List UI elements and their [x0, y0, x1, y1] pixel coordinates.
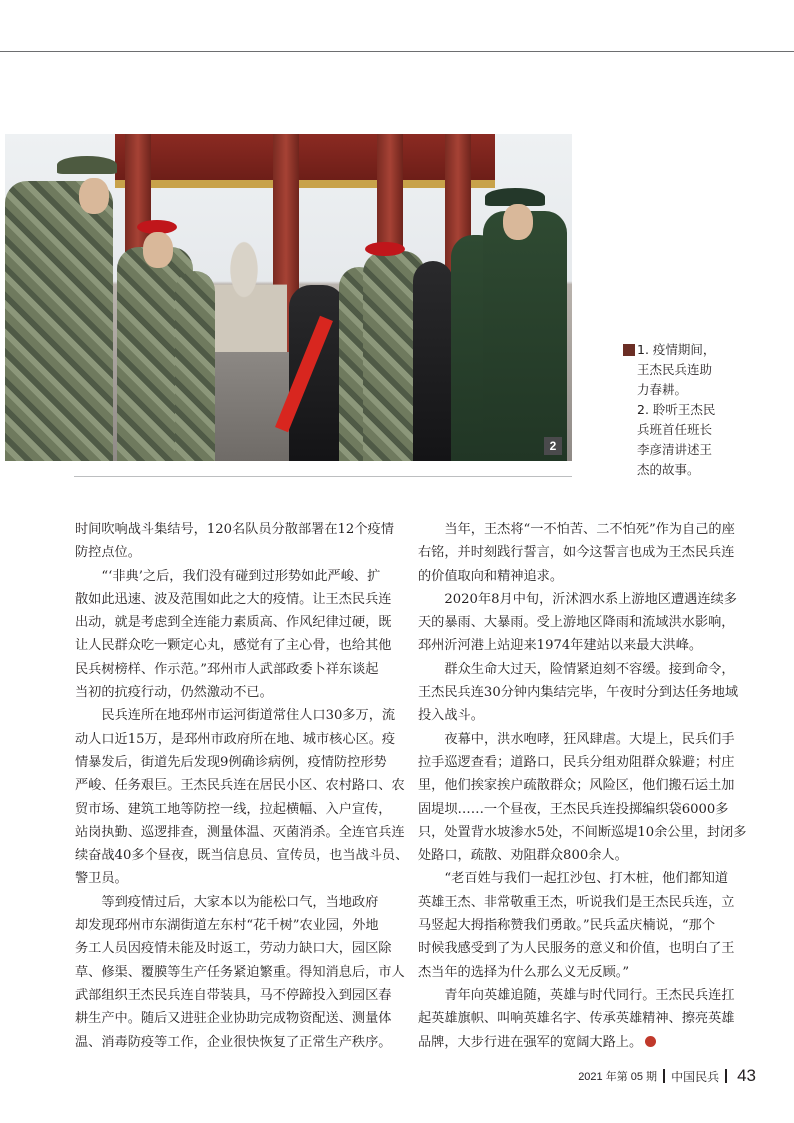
soldier-cap	[57, 156, 117, 174]
text-line: 里，他们挨家挨户疏散群众；风险区，他们搬石运土加	[418, 778, 735, 794]
text-line: 出动，就是考虑到全连能力素质高、作风纪律过硬，既	[75, 615, 392, 631]
text-line: 起英雄旗帜、叫响英雄名字、传承英雄精神、擦亮英雄	[418, 1011, 735, 1027]
caption-line: 王杰民兵连助	[637, 362, 713, 377]
soldier-figure	[413, 261, 453, 461]
article-paragraph	[75, 518, 394, 565]
article-paragraph	[75, 891, 405, 1054]
text-line: 马竖起大拇指称赞我们勇敢。”民兵孟庆楠说，“那个	[418, 918, 716, 934]
photo-number-badge: 2	[544, 437, 562, 455]
text-line: 等到疫情过后，大家本以为能松口气，当地政府	[101, 894, 379, 910]
text-line: 却发现邳州市东湖街道左东村“花千树”农业园，外地	[75, 918, 379, 934]
text-line: 民兵树榜样、作示范。”邳州市人武部政委卜祥东谈起	[75, 661, 379, 677]
text-line: 当年，王杰将“一不怕苦、二不怕死”作为自己的座	[444, 522, 735, 537]
text-line: 英雄王杰、非常敬重王杰，听说我们是王杰民兵连，立	[418, 894, 735, 910]
photo-caption	[623, 340, 733, 480]
end-mark-icon	[645, 1036, 656, 1047]
text-line: “老百姓与我们一起扛沙包、打木桩，他们都知道	[444, 871, 729, 887]
caption-line: 兵班首任班长	[637, 422, 713, 437]
text-line: 武部组织王杰民兵连自带装具，马不停蹄投入到园区春	[75, 987, 392, 1003]
pavilion-roof	[115, 134, 495, 188]
header-rule	[0, 51, 794, 52]
text-line: 投入战斗。	[418, 708, 484, 724]
text-line: 防控点位。	[75, 545, 141, 561]
text-line: 情暴发后，街道先后发现9例确诊病例，疫情防控形势	[75, 754, 387, 770]
text-line: 散如此迅速、波及范围如此之大的疫情。让王杰民兵连	[75, 591, 392, 607]
text-line: 拉手巡逻查看；道路口，民兵分组劝阻群众躲避；村庄	[418, 754, 735, 770]
text-line: 民兵连所在地邳州市运河街道常住人口30多万，流	[101, 708, 396, 724]
issue-label: 2021 年第 05 期	[578, 1071, 658, 1083]
text-line: 固堤坝……一个昼夜，王杰民兵连投掷编织袋6000多	[418, 801, 729, 817]
article-paragraph	[418, 867, 735, 983]
article-column-left	[75, 518, 409, 1054]
text-line: 只，处置背水坡渗水5处，不间断巡堤10余公里，封闭多	[418, 824, 747, 840]
text-line: 的价值取向和精神追求。	[418, 568, 564, 584]
text-line: 2020年8月中旬，沂沭泗水系上游地区遭遇连续多	[444, 591, 737, 607]
text-line: 贸市场、建筑工地等防控一线，拉起横幅、入户宣传，	[75, 801, 392, 817]
soldier-figure	[483, 211, 567, 461]
caption-line: 杰的故事。	[637, 462, 700, 477]
text-line: 当初的抗疫行动，仍然激动不已。	[75, 685, 273, 701]
footer-divider	[725, 1069, 727, 1083]
text-line: 时候我感受到了为人民服务的意义和价值，也明白了王	[418, 941, 735, 957]
caption-line: 李彦清讲述王	[637, 442, 713, 457]
caption-line: 力春耕。	[637, 382, 688, 397]
red-beret	[365, 242, 405, 256]
text-line: 夜幕中，洪水咆哮，狂风肆虐。大堤上，民兵们手	[444, 731, 735, 747]
text-line: 青年向英雄追随，英雄与时代同行。王杰民兵连扛	[444, 987, 735, 1003]
soldier-face	[79, 178, 109, 214]
caption-line: 2. 聆听王杰民	[637, 402, 716, 417]
caption-square-icon	[623, 344, 635, 356]
text-line: “‘非典’之后，我们没有碰到过形势如此严峻、扩	[101, 568, 381, 584]
text-line: 群众生命大过天，险情紧迫刻不容缓。接到命令，	[444, 661, 735, 677]
article-paragraph	[418, 984, 735, 1054]
text-line: 处路口，疏散、劝阻群众800余人。	[418, 848, 628, 864]
article-paragraph	[418, 728, 747, 868]
soldier-face	[143, 232, 173, 268]
text-line: 王杰民兵连30分钟内集结完毕，午夜时分到达任务地域	[418, 685, 739, 701]
text-line: 让人民群众吃一颗定心丸，感觉有了主心骨，也给其他	[75, 638, 392, 654]
caption-line: 1. 疫情期间，	[637, 342, 716, 357]
text-line: 严峻、任务艰巨。王杰民兵连在居民小区、农村路口、农	[75, 778, 405, 794]
text-line: 站岗执勤、巡逻排查，测量体温、灭菌消杀。全连官兵连	[75, 824, 405, 840]
text-line: 务工人员因疫情未能及时返工，劳动力缺口大，园区除	[75, 941, 392, 957]
page-footer	[578, 1066, 756, 1086]
text-line: 天的暴雨、大暴雨。受上游地区降雨和流域洪水影响，	[418, 615, 735, 631]
text-line: 邳州沂河港上站迎来1974年建站以来最大洪峰。	[418, 638, 703, 654]
text-line: 品牌，大步行进在强军的宽阔大路上。	[418, 1031, 718, 1054]
article-paragraph	[75, 704, 409, 890]
article-column-right	[418, 518, 747, 1054]
text-line: 警卫员。	[75, 871, 128, 887]
text-line: 时间吹响战斗集结号，120名队员分散部署在12个疫情	[75, 522, 394, 537]
text-line: 杰当年的选择为什么那么义无反顾。”	[418, 964, 630, 980]
soldier-figure	[175, 271, 215, 461]
text-line: 右铭，并时刻践行誓言，如今这誓言也成为王杰民兵连	[418, 545, 735, 561]
page-number: 43	[737, 1066, 756, 1085]
caption-text	[623, 340, 733, 480]
article-photo	[5, 134, 572, 461]
text-line: 温、消毒防疫等工作，企业很快恢复了正常生产秩序。	[75, 1034, 392, 1050]
text-line: 续奋战40多个昼夜，既当信息员、宣传员，也当战斗员、	[75, 848, 409, 864]
text-line: 动人口近15万，是邳州市政府所在地、城市核心区。疫	[75, 731, 396, 747]
text-line: 草、修渠、覆膜等生产任务紧迫繁重。得知消息后，市人	[75, 964, 405, 980]
soldier-figure	[5, 181, 113, 461]
photo-divider	[74, 476, 572, 477]
footer-divider	[663, 1069, 665, 1083]
article-paragraph	[418, 588, 737, 658]
text-line: 耕生产中。随后又进驻企业协助完成物资配送、测量体	[75, 1011, 392, 1027]
magazine-name: 中国民兵	[671, 1069, 720, 1084]
soldier-face	[503, 204, 533, 240]
article-paragraph	[75, 565, 392, 705]
article-paragraph	[418, 658, 739, 728]
article-paragraph	[418, 518, 735, 588]
